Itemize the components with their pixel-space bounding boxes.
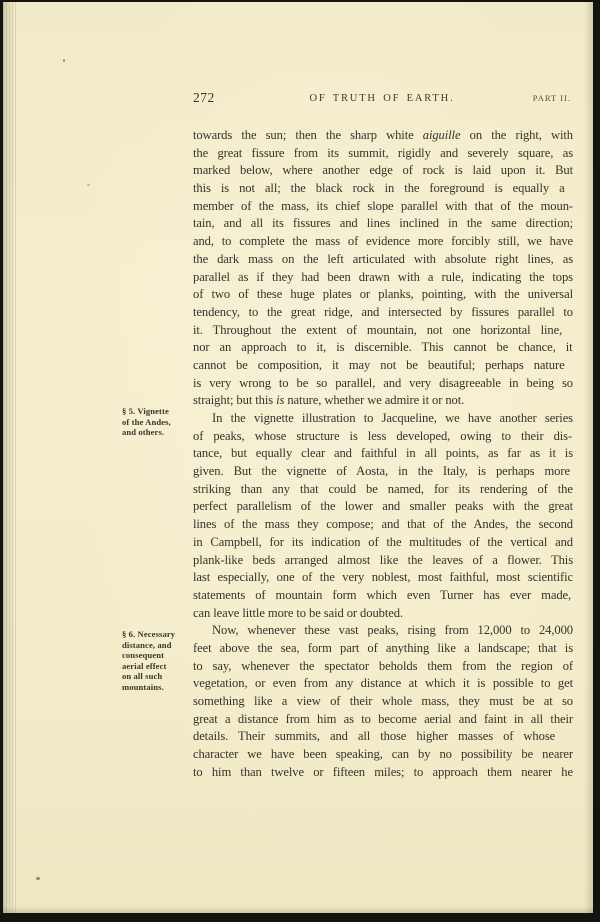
margin-note-line: distance, and bbox=[122, 639, 172, 650]
text-line: nor an approach to it, is discernible. This cannot be chance, it bbox=[193, 340, 573, 355]
text-line: feet above the sea, form part of anything like a landscape; that is bbox=[193, 640, 573, 655]
margin-note-line: of the Andes, bbox=[122, 416, 171, 427]
margin-note-line: § 6. Necessary bbox=[122, 629, 176, 639]
text-line: details. Their summits, and all those higher masses of whose bbox=[193, 729, 556, 744]
scan-speck bbox=[63, 59, 65, 62]
text-line: striking than any that could be named, for its rendering of the bbox=[193, 481, 573, 496]
margin-note-line: mountains. bbox=[122, 681, 164, 692]
margin-note-section-5 bbox=[122, 406, 186, 438]
page-right-edge-shadow bbox=[584, 2, 593, 913]
text-line: parallel as if they had been drawn with a rule, indicating the tops bbox=[193, 269, 573, 284]
text-line: in Campbell, for its indication of the multitudes of the vertical and bbox=[193, 534, 573, 549]
running-title: OF TRUTH OF EARTH. bbox=[309, 93, 455, 104]
text-line: something like a view of their whole mass, they must be at so bbox=[193, 694, 573, 708]
page-gutter-edge bbox=[3, 2, 16, 913]
text-line: tance, but equally clear and faithful in all points, as far as it is bbox=[193, 446, 573, 461]
text-line: Now, whenever these vast peaks, rising from 12,000 to 24,000 bbox=[212, 623, 573, 638]
body-text bbox=[193, 127, 573, 781]
margin-note-line: on all such bbox=[122, 671, 163, 682]
text-line: plank-like beds arranged almost like the leaves of a flower. This bbox=[193, 552, 573, 567]
text-line: the dark mass on the left articulated with absolute right lines, as bbox=[193, 251, 573, 266]
text-line: towards the sun; then the sharp white aiguille on the right, with bbox=[193, 128, 573, 142]
margin-note-line: § 5. Vignette bbox=[122, 406, 169, 416]
margin-note-line: aerial effect bbox=[122, 660, 167, 671]
text-line: member of the mass, its chief slope parallel with that of the moun- bbox=[193, 198, 573, 213]
margin-note-line: consequent bbox=[122, 650, 165, 661]
text-line: perfect parallelism of the lower and smaller peaks with the great bbox=[193, 499, 573, 514]
text-line: and, to complete the mass of evidence more forcibly still, we have bbox=[193, 234, 573, 249]
text-line: vegetation, or even from any distance at which it is possible to get bbox=[193, 676, 573, 691]
text-line: statements of mountain form which even Turner has ever made, bbox=[193, 587, 572, 602]
text-line: marked below, where another edge of rock is laid upon it. But bbox=[193, 163, 573, 178]
text-line: the great fissure from its summit, rigidly and severely square, as bbox=[193, 145, 573, 160]
page-number: 272 bbox=[193, 90, 215, 105]
text-line: to him than twelve or fifteen miles; to approach them nearer he bbox=[193, 764, 573, 779]
text-line: straight; but this is nature, whether we admire it or not. bbox=[193, 393, 465, 408]
text-line: tain, and all its fissures and lines inclined in the same direction; bbox=[193, 216, 573, 231]
text-line: lines of the mass they compose; and that of the Andes, the second bbox=[193, 517, 573, 532]
text-line: of two of these huge plates or planks, pointing, with the universal bbox=[193, 287, 573, 302]
text-line: character we have been speaking, can by no possibility be nearer bbox=[193, 747, 573, 762]
text-line: of peaks, whose structure is less developed, owing to their dis- bbox=[193, 428, 573, 443]
part-label: PART II. bbox=[532, 93, 571, 103]
text-line: this is not all; the black rock in the foreground is equally a bbox=[193, 181, 565, 196]
page-header bbox=[193, 90, 571, 108]
text-line: given. But the vignette of Aosta, in the Italy, is perhaps more bbox=[193, 464, 570, 479]
page-bottom-edge-shadow bbox=[3, 906, 593, 913]
margin-note-line: and others. bbox=[122, 427, 165, 438]
text-line: great a distance from him as to become aerial and faint in all their bbox=[193, 711, 573, 726]
book-page bbox=[3, 2, 593, 913]
text-line: to say, whenever the spectator beholds them from the region of bbox=[193, 658, 573, 673]
scan-speck bbox=[36, 877, 40, 880]
margin-note-section-6 bbox=[122, 629, 186, 693]
text-line: it. Throughout the extent of mountain, not one horizontal line, bbox=[193, 322, 563, 337]
text-line: cannot be composition, it may not be beautiful; perhaps nature bbox=[193, 357, 565, 372]
text-line: last especially, one of the very noblest, most faithful, most scientific bbox=[193, 570, 573, 585]
scan-speck bbox=[87, 184, 90, 186]
text-line: is very wrong to be so parallel, and very disagreeable in being so bbox=[193, 375, 573, 390]
text-line: tendency, to the great ridge, and intersected by fissures parallel to bbox=[193, 304, 573, 319]
text-line: In the vignette illustration to Jacqueline, we have another series bbox=[212, 411, 573, 425]
text-line: can leave little more to be said or doubted. bbox=[193, 605, 403, 620]
